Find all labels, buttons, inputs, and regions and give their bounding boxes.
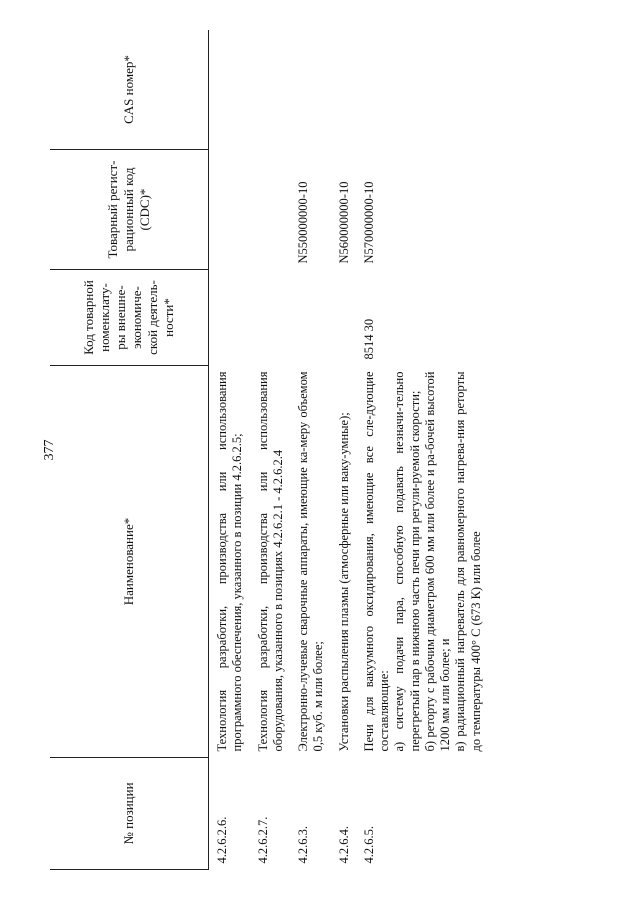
cell-tnved (209, 270, 250, 366)
header-cas: CAS номер* (50, 30, 209, 150)
cell-name: Технология разработки, производства или использования программного обеспечения, указанного в позиции 4.2.6.2.5; (215, 371, 245, 752)
cell-name (356, 366, 488, 758)
name-line: в) радиационный нагреватель для равномерного нагрева-ния реторты до температуры 400° С (673 К) или более (453, 371, 483, 752)
rotated-table-container (50, 30, 630, 870)
cell-position: 4.2.6.2.6. (215, 816, 229, 864)
table-row (209, 30, 250, 870)
cell-cdc: N550000000-10 (296, 181, 310, 264)
table-header-row (50, 30, 209, 870)
name-line: б) реторту с рабочим диаметром 600 мм или более и ра-бочей высотой 1200 мм или более; и (422, 371, 452, 752)
cell-cas (209, 30, 250, 150)
cell-name: Электронно-лучевые сварочные аппараты, имеющие ка-меру объемом 0,5 куб. м или более; (296, 371, 326, 752)
document-sheet (50, 30, 630, 870)
page-number: 377 (42, 439, 57, 461)
name-line: а) систему подачи пара, способную подавать незначи-тельно перегретый пар в нижнюю часть печи при регули-руемой скорости; (392, 371, 422, 752)
cell-cdc (250, 150, 291, 270)
cell-cas (290, 30, 331, 150)
table-row (250, 30, 291, 870)
cell-tnved (290, 270, 331, 366)
cell-cdc (209, 150, 250, 270)
table-row (290, 30, 331, 870)
cell-tnved (250, 270, 291, 366)
cell-cas (250, 30, 291, 150)
cell-name: Технология разработки, производства или использования оборудования, указанного в позициях 4.2.6.2.1 - 4.2.6.2.4 (255, 371, 285, 752)
header-position: № позиции (50, 758, 209, 870)
cell-name: Установки распыления плазмы (атмосферные или ваку-умные); (336, 412, 351, 752)
cell-cas (356, 30, 488, 150)
cell-cas (331, 30, 356, 150)
cell-position: 4.2.6.4. (336, 826, 351, 864)
header-cdc: Товарный регист-рационный код (CDC)* (50, 150, 209, 270)
name-line: Печи для вакуумного оксидирования, имеющие все сле-дующие составляющие: (361, 371, 391, 752)
cell-cdc: N570000000-10 (361, 181, 376, 264)
register-table (50, 30, 488, 870)
header-tnved: Код товарной номенклату-ры внешне-экономиче-ской деятель-ности* (50, 270, 209, 366)
header-name: Наименование* (50, 366, 209, 758)
table-row (356, 30, 488, 870)
cell-position: 4.2.6.3. (296, 826, 310, 864)
cell-tnved (331, 270, 356, 366)
cell-tnved: 8514 30 (361, 318, 376, 360)
cell-position: 4.2.6.2.7. (255, 816, 270, 864)
table-row (331, 30, 356, 870)
cell-position: 4.2.6.5. (361, 826, 376, 864)
cell-cdc: N560000000-10 (336, 181, 351, 264)
